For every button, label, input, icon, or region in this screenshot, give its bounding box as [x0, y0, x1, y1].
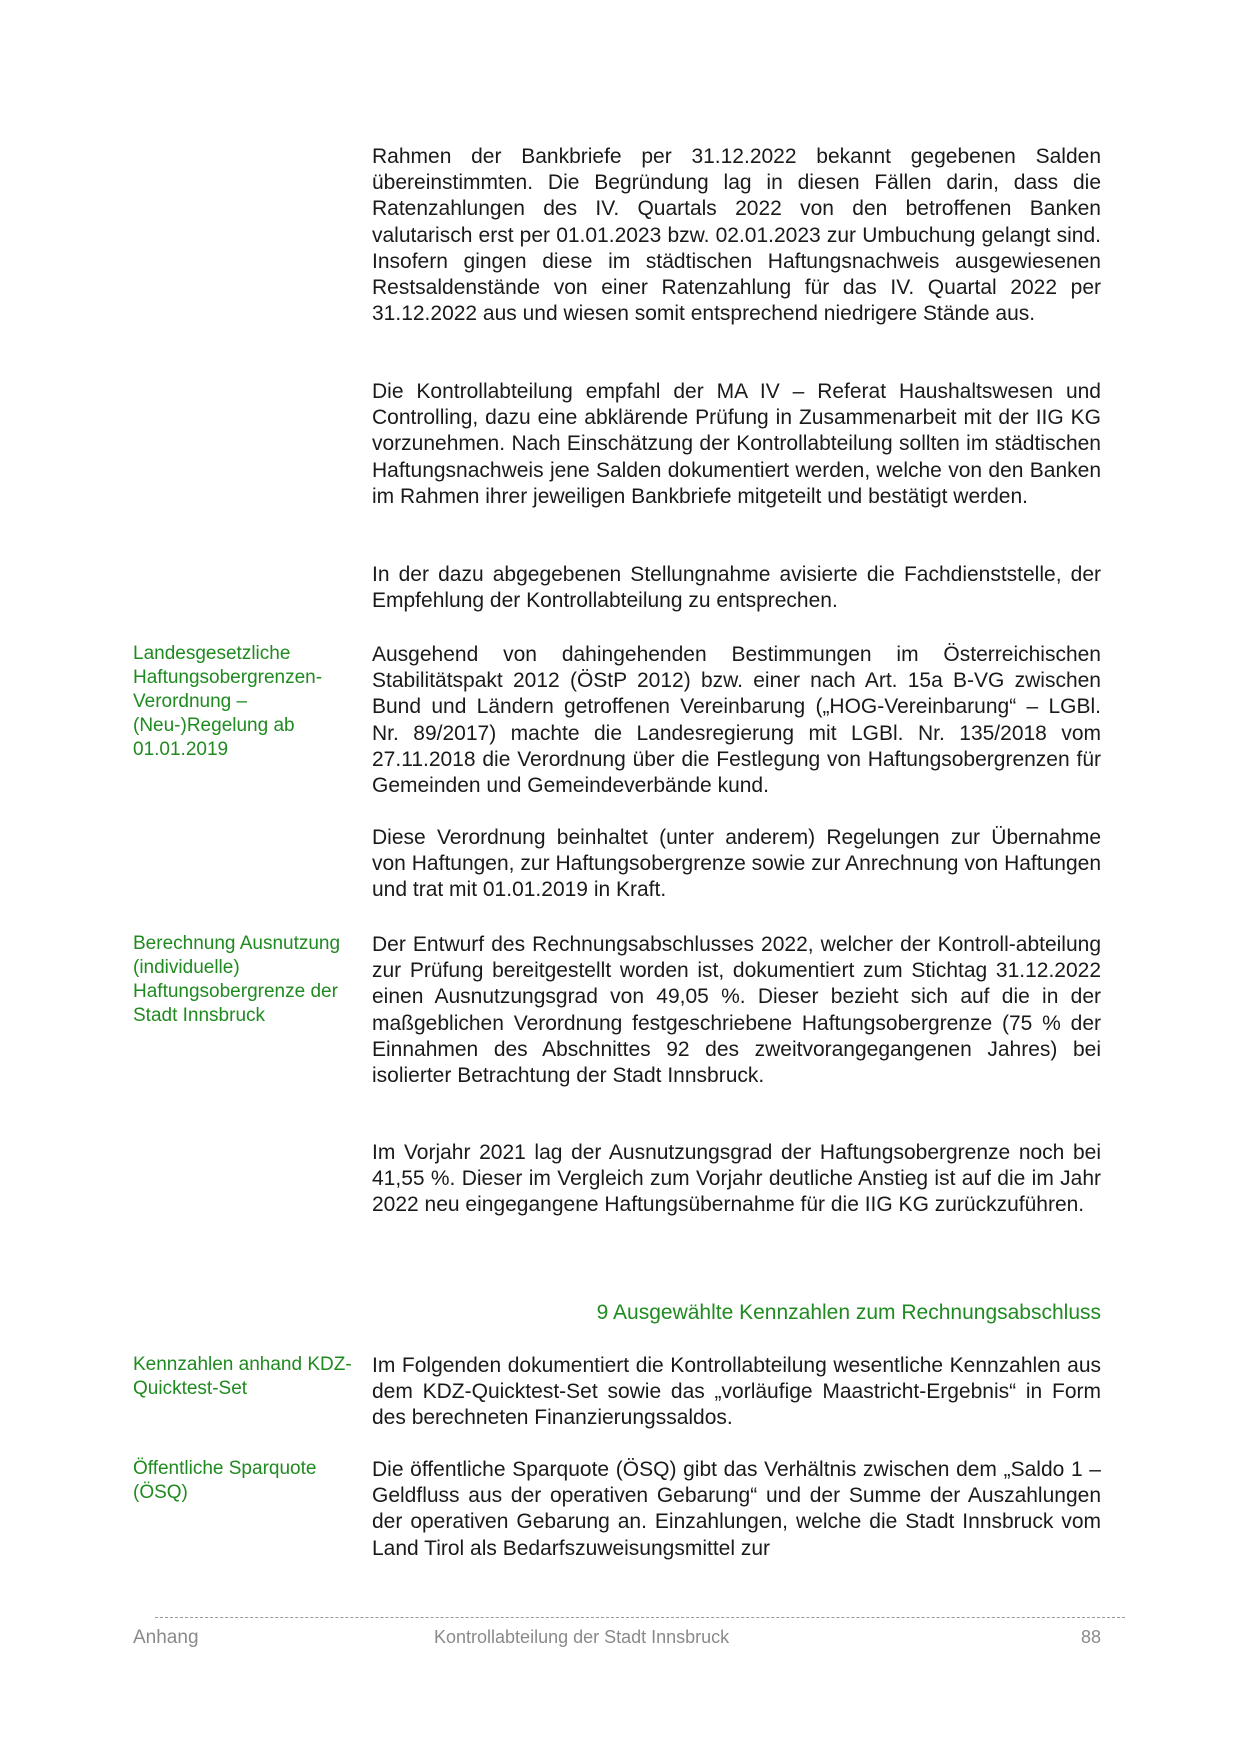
footer-page-number: 88: [1080, 1627, 1101, 1647]
paragraph-kennzahlen: Im Folgenden dokumentiert die Kontrollabteilung wesentliche Kennzahlen aus dem KDZ-Quicktest-Set sowie das „vorläufige Maastricht-Ergebnis“ in Form des berechneten Finanzierungssaldos.: [372, 1354, 1101, 1430]
section-heading: 9 Ausgewählte Kennzahlen zum Rechnungsabschluss: [596, 1301, 1101, 1324]
side-note-berechnung: Berechnung Ausnutzung (individuelle) Haftungsobergrenze der Stadt Innsbruck: [133, 933, 341, 1026]
paragraph-verordnung: Diese Verordnung beinhaltet (unter anderem) Regelungen zur Übernahme von Haftungen, zur Haftungsobergrenze sowie zur Anrechnung von Haftungen und trat mit 01.01.2019 in Kraft.: [372, 826, 1101, 902]
paragraph-stabilitaetspakt: Ausgehend von dahingehenden Bestimmungen im Österreichischen Stabilitätspakt 2012 (ÖStP 2012) bzw. einer nach Art. 15a B-VG zwischen Bund und Ländern getroffenen Vereinbarung („HOG-Vereinbarung“ – LGBl. Nr. 89/2017) machte die Landesregierung mit LGBl. Nr. 135/2018 vom 27.11.2018 die Verordnung über die Festlegung von Haftungsobergrenzen für Gemeinden und Gemeindeverbände kund.: [372, 643, 1101, 798]
footer-divider: [155, 1617, 1125, 1618]
footer-section: Anhang: [133, 1627, 199, 1648]
footer-organization: Kontrollabteilung der Stadt Innsbruck: [434, 1627, 730, 1647]
side-note-hog-verordnung: Landesgesetzliche Haftungsobergrenzen-Verordnung – (Neu-)Regelung ab 01.01.2019: [133, 643, 323, 760]
side-note-kdz: Kennzahlen anhand KDZ-Quicktest-Set: [133, 1354, 352, 1399]
paragraph-vorjahr: Im Vorjahr 2021 lag der Ausnutzungsgrad der Haftungsobergrenze noch bei 41,55 %. Dieser im Vergleich zum Vorjahr deutliche Anstieg ist auf die im Jahr 2022 neu eingegangene Haftungsübernahme für die IIG KG zurückzuführen.: [372, 1141, 1101, 1217]
paragraph-bankbriefe: Rahmen der Bankbriefe per 31.12.2022 bekannt gegebenen Salden übereinstimmten. Die Begründung lag in diesen Fällen darin, dass die Ratenzahlungen des IV. Quartals 2022 von den betroffenen Banken valutarisch erst per 01.01.2023 bzw. 02.01.2023 zur Umbuchung gelangt sind. Insofern gingen diese im städtischen Haftungsnachweis ausgewiesenen Restsaldenstände von einer Ratenzahlung für das IV. Quartal 2022 per 31.12.2022 aus und wiesen somit entsprechend niedrigere Stände aus.: [372, 145, 1101, 326]
side-note-sparquote: Öffentliche Sparquote (ÖSQ): [133, 1458, 317, 1503]
paragraph-stellungnahme: In der dazu abgegebenen Stellungnahme avisierte die Fachdienststelle, der Empfehlung der Kontrollabteilung zu entsprechen.: [372, 563, 1101, 613]
paragraph-sparquote: Die öffentliche Sparquote (ÖSQ) gibt das Verhältnis zwischen dem „Saldo 1 – Geldfluss aus der operativen Gebarung“ und der Summe der Auszahlungen der operativen Gebarung an. Einzahlungen, welche die Stadt Innsbruck vom Land Tirol als Bedarfszuweisungsmittel zur: [372, 1458, 1101, 1560]
paragraph-ausnutzungsgrad: Der Entwurf des Rechnungsabschlusses 2022, welcher der Kontroll-abteilung zur Prüfung bereitgestellt worden ist, dokumentiert zum Stichtag 31.12.2022 einen Ausnutzungsgrad von 49,05 %. Dieser bezieht sich auf die in der maßgeblichen Verordnung festgeschriebene Haftungsobergrenze (75 % der Einnahmen des Abschnittes 92 des zweitvorangegangenen Jahres) bei isolierter Betrachtung der Stadt Innsbruck.: [372, 933, 1101, 1088]
paragraph-empfehlung: Die Kontrollabteilung empfahl der MA IV – Referat Haushaltswesen und Controlling, dazu eine abklärende Prüfung in Zusammenarbeit mit der IIG KG vorzunehmen. Nach Einschätzung der Kontrollabteilung sollten im städtischen Haftungsnachweis jene Salden dokumentiert werden, welche von den Banken im Rahmen ihrer jeweiligen Bankbriefe mitgeteilt und bestätigt werden.: [372, 380, 1101, 508]
